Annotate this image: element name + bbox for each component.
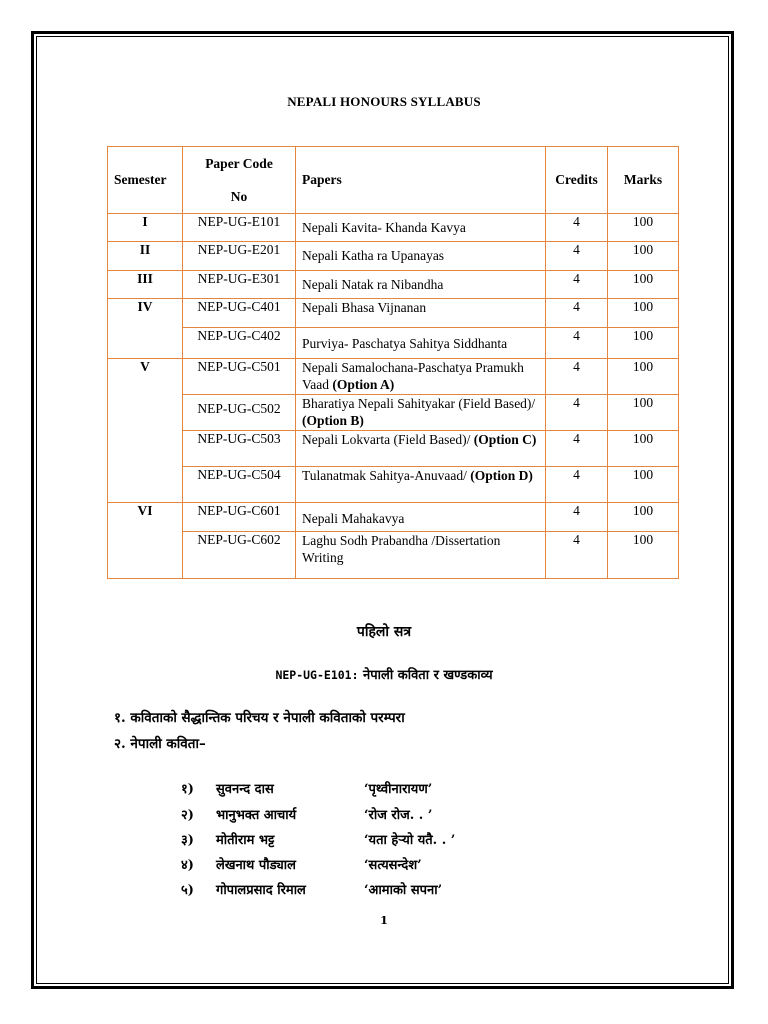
marks-cell: 100 bbox=[608, 431, 679, 467]
paper-name-cell bbox=[296, 467, 546, 503]
paper-code-cell: NEP-UG-C502 bbox=[183, 395, 296, 431]
marks-cell: 100 bbox=[608, 214, 679, 242]
credits-cell: 4 bbox=[546, 532, 608, 579]
header-papers: Papers bbox=[296, 147, 546, 214]
paper-code-cell: NEP-UG-C401 bbox=[183, 299, 296, 328]
paper-name-cell: Nepali Kavita- Khanda Kavya bbox=[296, 214, 546, 242]
poem-list-item bbox=[181, 805, 541, 825]
credits-cell: 4 bbox=[546, 395, 608, 431]
marks-cell: 100 bbox=[608, 359, 679, 395]
document-title: NEPALI HONOURS SYLLABUS bbox=[287, 94, 481, 109]
credits-cell: 4 bbox=[546, 271, 608, 299]
header-paper-code-line1: Paper Code bbox=[205, 156, 273, 171]
semester-heading: पहिलो सत्र bbox=[356, 624, 412, 640]
paper-name-text: Nepali Lokvarta (Field Based)/ bbox=[302, 432, 474, 447]
poem-title: ‘आमाको सपना’ bbox=[364, 883, 443, 898]
semester-cell: V bbox=[108, 359, 183, 503]
poem-number: ४) bbox=[181, 858, 194, 873]
table-row bbox=[108, 328, 679, 359]
semester-cell: IV bbox=[108, 299, 183, 359]
header-paper-code bbox=[183, 147, 296, 214]
paper-heading-code: NEP-UG-E101: bbox=[275, 668, 359, 682]
credits-cell: 4 bbox=[546, 242, 608, 271]
paper-code-cell: NEP-UG-C503 bbox=[183, 431, 296, 467]
table-row bbox=[108, 503, 679, 532]
table-row bbox=[108, 395, 679, 431]
paper-code-cell: NEP-UG-C501 bbox=[183, 359, 296, 395]
credits-cell: 4 bbox=[546, 299, 608, 328]
credits-cell: 4 bbox=[546, 431, 608, 467]
paper-heading bbox=[0, 665, 768, 683]
poem-list-item bbox=[181, 830, 541, 850]
paper-name-cell bbox=[296, 431, 546, 467]
marks-cell: 100 bbox=[608, 299, 679, 328]
table-row bbox=[108, 271, 679, 299]
credits-cell: 4 bbox=[546, 359, 608, 395]
paper-code-cell: NEP-UG-E301 bbox=[183, 271, 296, 299]
page-number: 1 bbox=[379, 913, 388, 927]
semester-cell: II bbox=[108, 242, 183, 271]
syllabus-table bbox=[107, 146, 679, 579]
paper-name-cell: Nepali Natak ra Nibandha bbox=[296, 271, 546, 299]
paper-name-text: Tulanatmak Sahitya-Anuvaad/ bbox=[302, 468, 471, 483]
paper-name-cell: Nepali Bhasa Vijnanan bbox=[296, 299, 546, 328]
marks-cell: 100 bbox=[608, 242, 679, 271]
paper-name-cell bbox=[296, 395, 546, 431]
marks-cell: 100 bbox=[608, 532, 679, 579]
paper-code-cell: NEP-UG-C402 bbox=[183, 328, 296, 359]
marks-cell: 100 bbox=[608, 328, 679, 359]
topic-item: २. नेपाली कविता– bbox=[114, 736, 206, 752]
poem-list-item bbox=[181, 880, 541, 900]
paper-option-label: (Option D) bbox=[470, 468, 533, 483]
poet-name: सुवनन्द दास bbox=[216, 782, 274, 797]
credits-cell: 4 bbox=[546, 503, 608, 532]
paper-code-cell: NEP-UG-E201 bbox=[183, 242, 296, 271]
poet-name: गोपालप्रसाद रिमाल bbox=[216, 883, 306, 898]
poem-list-item bbox=[181, 779, 541, 799]
paper-name-cell: Nepali Mahakavya bbox=[296, 503, 546, 532]
semester-cell: VI bbox=[108, 503, 183, 579]
table-header-row bbox=[108, 147, 679, 214]
poet-name: लेखनाथ पौड्याल bbox=[216, 858, 296, 873]
poem-number: २) bbox=[181, 808, 194, 823]
table-row bbox=[108, 214, 679, 242]
paper-name-text: Bharatiya Nepali Sahityakar (Field Based)/ bbox=[302, 396, 536, 411]
poem-title: ‘रोज रोज. . ’ bbox=[364, 808, 433, 823]
paper-option-label: (Option A) bbox=[332, 377, 395, 392]
poet-name: भानुभक्त आचार्य bbox=[216, 808, 297, 823]
table-row bbox=[108, 467, 679, 503]
paper-code-cell: NEP-UG-C602 bbox=[183, 532, 296, 579]
paper-name-text: Nepali Samalochana-Paschatya Pramukh Vaad bbox=[302, 360, 524, 392]
poem-list-item bbox=[181, 855, 541, 875]
credits-cell: 4 bbox=[546, 328, 608, 359]
marks-cell: 100 bbox=[608, 467, 679, 503]
table-row bbox=[108, 532, 679, 579]
poem-title: ‘सत्यसन्देश’ bbox=[364, 858, 422, 873]
poem-title: ‘यता हेऱ्यो यतै. . ’ bbox=[364, 833, 456, 848]
header-credits: Credits bbox=[546, 147, 608, 214]
paper-option-label: (Option C) bbox=[473, 432, 537, 447]
header-semester: Semester bbox=[108, 147, 183, 214]
paper-name-cell: Laghu Sodh Prabandha /Dissertation Writing bbox=[296, 532, 546, 579]
header-paper-code-line2: No bbox=[230, 189, 248, 204]
poem-number: ५) bbox=[181, 883, 194, 898]
paper-heading-title: नेपाली कविता र खण्डकाव्य bbox=[358, 668, 493, 683]
paper-option-label: (Option B) bbox=[302, 413, 364, 428]
paper-name-cell: Purviya- Paschatya Sahitya Siddhanta bbox=[296, 328, 546, 359]
topic-item: १. कविताको सैद्धान्तिक परिचय र नेपाली कविताको परम्परा bbox=[114, 710, 405, 726]
credits-cell: 4 bbox=[546, 214, 608, 242]
poem-number: ३) bbox=[181, 833, 194, 848]
marks-cell: 100 bbox=[608, 271, 679, 299]
paper-code-cell: NEP-UG-E101 bbox=[183, 214, 296, 242]
semester-cell: I bbox=[108, 214, 183, 242]
poem-number: १) bbox=[181, 782, 194, 797]
table-row bbox=[108, 299, 679, 328]
table-row bbox=[108, 242, 679, 271]
credits-cell: 4 bbox=[546, 467, 608, 503]
marks-cell: 100 bbox=[608, 503, 679, 532]
marks-cell: 100 bbox=[608, 395, 679, 431]
paper-name-cell: Nepali Katha ra Upanayas bbox=[296, 242, 546, 271]
paper-code-cell: NEP-UG-C504 bbox=[183, 467, 296, 503]
table-row bbox=[108, 431, 679, 467]
poet-name: मोतीराम भट्ट bbox=[216, 833, 275, 848]
header-marks: Marks bbox=[608, 147, 679, 214]
poem-title: ‘पृथ्वीनारायण’ bbox=[364, 782, 433, 797]
paper-code-cell: NEP-UG-C601 bbox=[183, 503, 296, 532]
paper-name-cell bbox=[296, 359, 546, 395]
table-row bbox=[108, 359, 679, 395]
semester-cell: III bbox=[108, 271, 183, 299]
